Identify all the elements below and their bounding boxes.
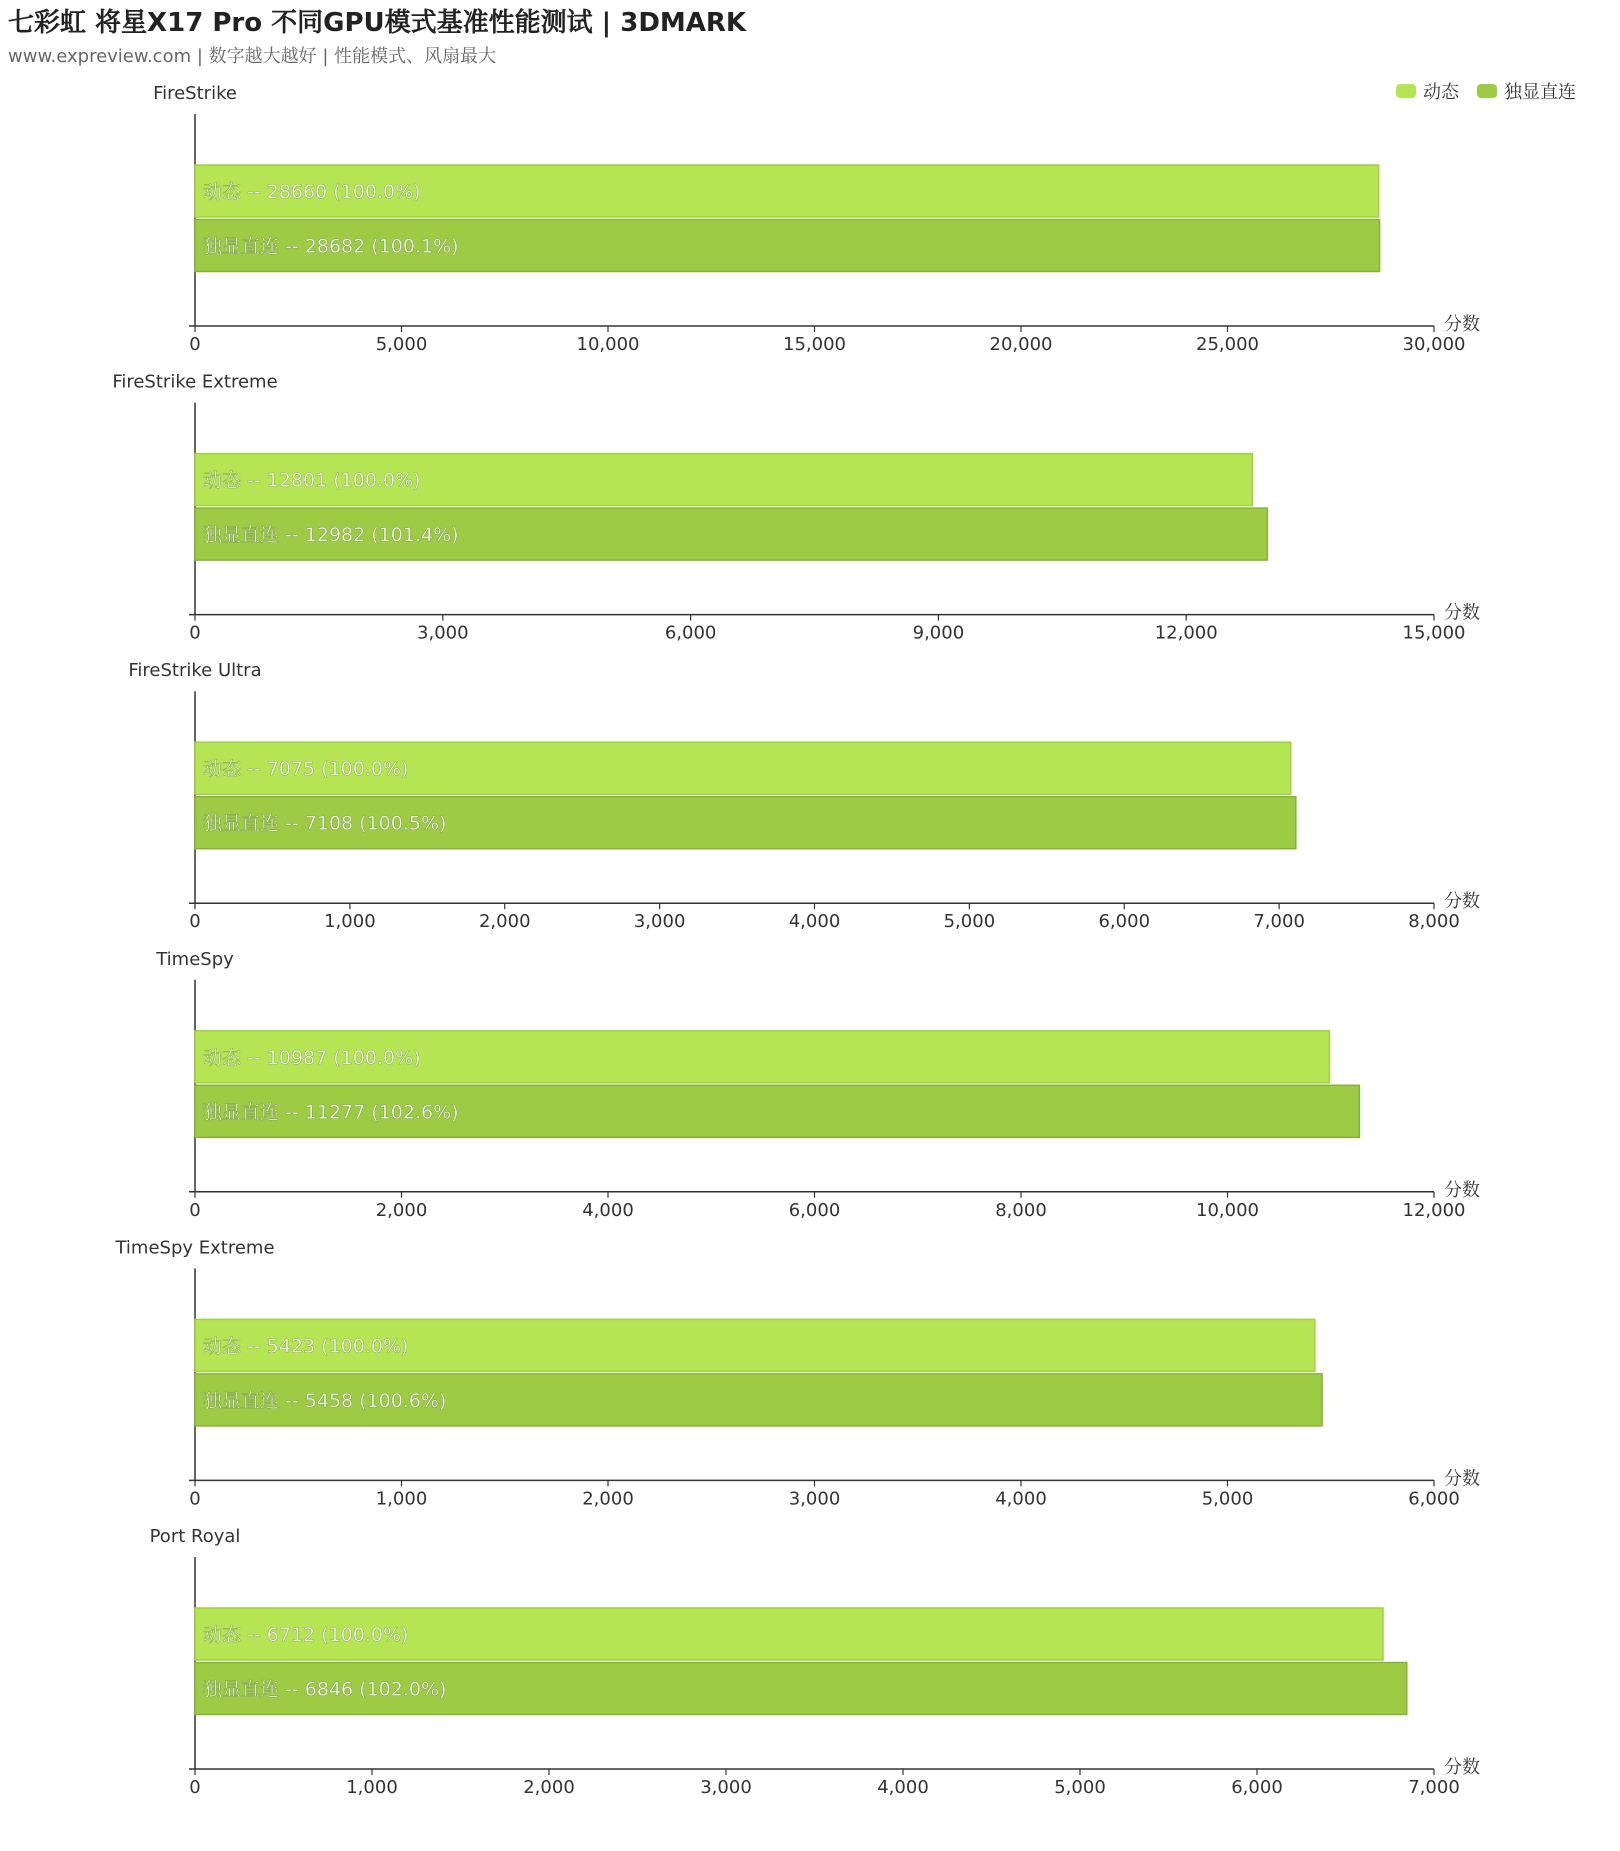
x-tick-label: 2,000	[375, 1199, 428, 1221]
x-tick-label: 0	[189, 911, 201, 933]
x-axis-unit-label: 分数	[1444, 1757, 1480, 1778]
x-tick-label: 9,000	[912, 622, 965, 644]
x-tick-label: 30,000	[1402, 334, 1466, 355]
bar-data-label: 动态 -- 28660 (100.0%)	[203, 181, 421, 203]
panel-title: TimeSpy Extreme	[115, 1237, 275, 1259]
chart-panel	[150, 1526, 1480, 1798]
bar-data-label: 独显直连 -- 28682 (100.1%)	[203, 235, 459, 258]
x-tick-label: 3,000	[417, 622, 469, 644]
x-tick-label: 1,000	[375, 1488, 428, 1510]
x-tick-label: 10,000	[1196, 1199, 1259, 1221]
bar-data-label: 动态 -- 5423 (100.0%)	[203, 1335, 409, 1358]
panel-title: FireStrike Extreme	[112, 371, 278, 393]
legend-label-dgpu: 独显直连	[1504, 82, 1576, 103]
x-tick-label: 7,000	[1253, 911, 1305, 933]
x-tick-label: 2,000	[582, 1488, 634, 1510]
x-tick-label: 4,000	[877, 1777, 929, 1798]
x-tick-label: 12,000	[1402, 1199, 1466, 1221]
bar-data-label: 独显直连 -- 5458 (100.6%)	[203, 1389, 447, 1412]
x-tick-label: 5,000	[375, 334, 428, 355]
x-tick-label: 25,000	[1196, 334, 1259, 355]
panel-title: TimeSpy	[156, 948, 234, 970]
x-axis-unit-label: 分数	[1444, 1179, 1480, 1201]
x-axis-unit-label: 分数	[1444, 602, 1480, 624]
x-tick-label: 4,000	[582, 1199, 634, 1221]
bar-data-label: 独显直连 -- 6846 (102.0%)	[203, 1678, 447, 1701]
x-tick-label: 2,000	[523, 1777, 575, 1798]
bar-data-label: 动态 -- 12801 (100.0%)	[203, 469, 421, 492]
x-tick-label: 15,000	[1402, 622, 1466, 644]
x-axis-unit-label: 分数	[1444, 1468, 1480, 1490]
x-tick-label: 8,000	[995, 1199, 1047, 1221]
x-tick-label: 3,000	[788, 1488, 841, 1510]
bar-data-label: 动态 -- 10987 (100.0%)	[203, 1046, 421, 1069]
x-tick-label: 8,000	[1408, 911, 1460, 933]
x-tick-label: 20,000	[989, 334, 1053, 355]
x-tick-label: 6,000	[1231, 1777, 1283, 1798]
x-tick-label: 7,000	[1408, 1777, 1460, 1798]
x-tick-label: 0	[189, 1488, 201, 1510]
bar-data-label: 独显直连 -- 7108 (100.5%)	[203, 812, 447, 835]
chart-title: 七彩虹 将星X17 Pro 不同GPU模式基准性能测试 | 3DMARK	[8, 8, 747, 38]
x-tick-label: 1,000	[346, 1777, 398, 1798]
x-tick-label: 0	[189, 622, 201, 644]
x-tick-label: 6,000	[664, 622, 717, 644]
chart-panel	[112, 372, 1480, 644]
bar-data-label: 独显直连 -- 12982 (101.4%)	[203, 524, 459, 547]
x-tick-label: 1,000	[324, 911, 376, 933]
chart-panel	[153, 83, 1480, 355]
x-tick-label: 0	[189, 334, 201, 355]
x-tick-label: 10,000	[576, 334, 640, 355]
x-tick-label: 3,000	[633, 911, 686, 933]
x-tick-label: 12,000	[1154, 622, 1218, 644]
panel-title: FireStrike	[153, 83, 237, 104]
bar-data-label: 动态 -- 7075 (100.0%)	[203, 758, 409, 781]
x-tick-label: 4,000	[788, 911, 841, 933]
panel-title: FireStrike Ultra	[128, 660, 262, 682]
x-axis-unit-label: 分数	[1444, 891, 1480, 913]
x-axis-unit-label: 分数	[1444, 314, 1480, 335]
x-tick-label: 5,000	[943, 911, 996, 933]
chart-subtitle: www.expreview.com | 数字越大越好 | 性能模式、风扇最大	[8, 46, 497, 67]
x-tick-label: 6,000	[788, 1199, 841, 1221]
x-tick-label: 4,000	[995, 1488, 1047, 1510]
chart-panel	[155, 949, 1480, 1221]
panel-title: Port Royal	[149, 1526, 241, 1547]
chart-panel	[128, 660, 1480, 932]
x-tick-label: 2,000	[478, 911, 531, 933]
x-tick-label: 3,000	[700, 1777, 752, 1798]
x-tick-label: 15,000	[783, 334, 846, 355]
x-tick-label: 5,000	[1054, 1777, 1106, 1798]
x-tick-label: 6,000	[1408, 1488, 1460, 1510]
x-tick-label: 0	[189, 1199, 201, 1221]
x-tick-label: 6,000	[1098, 911, 1151, 933]
x-tick-label: 5,000	[1201, 1488, 1254, 1510]
legend-label-dynamic: 动态	[1423, 82, 1459, 103]
x-tick-label: 0	[189, 1777, 201, 1798]
bar-data-label: 独显直连 -- 11277 (102.6%)	[203, 1101, 459, 1124]
bar-data-label: 动态 -- 6712 (100.0%)	[203, 1624, 409, 1646]
chart-panel	[114, 1237, 1480, 1509]
